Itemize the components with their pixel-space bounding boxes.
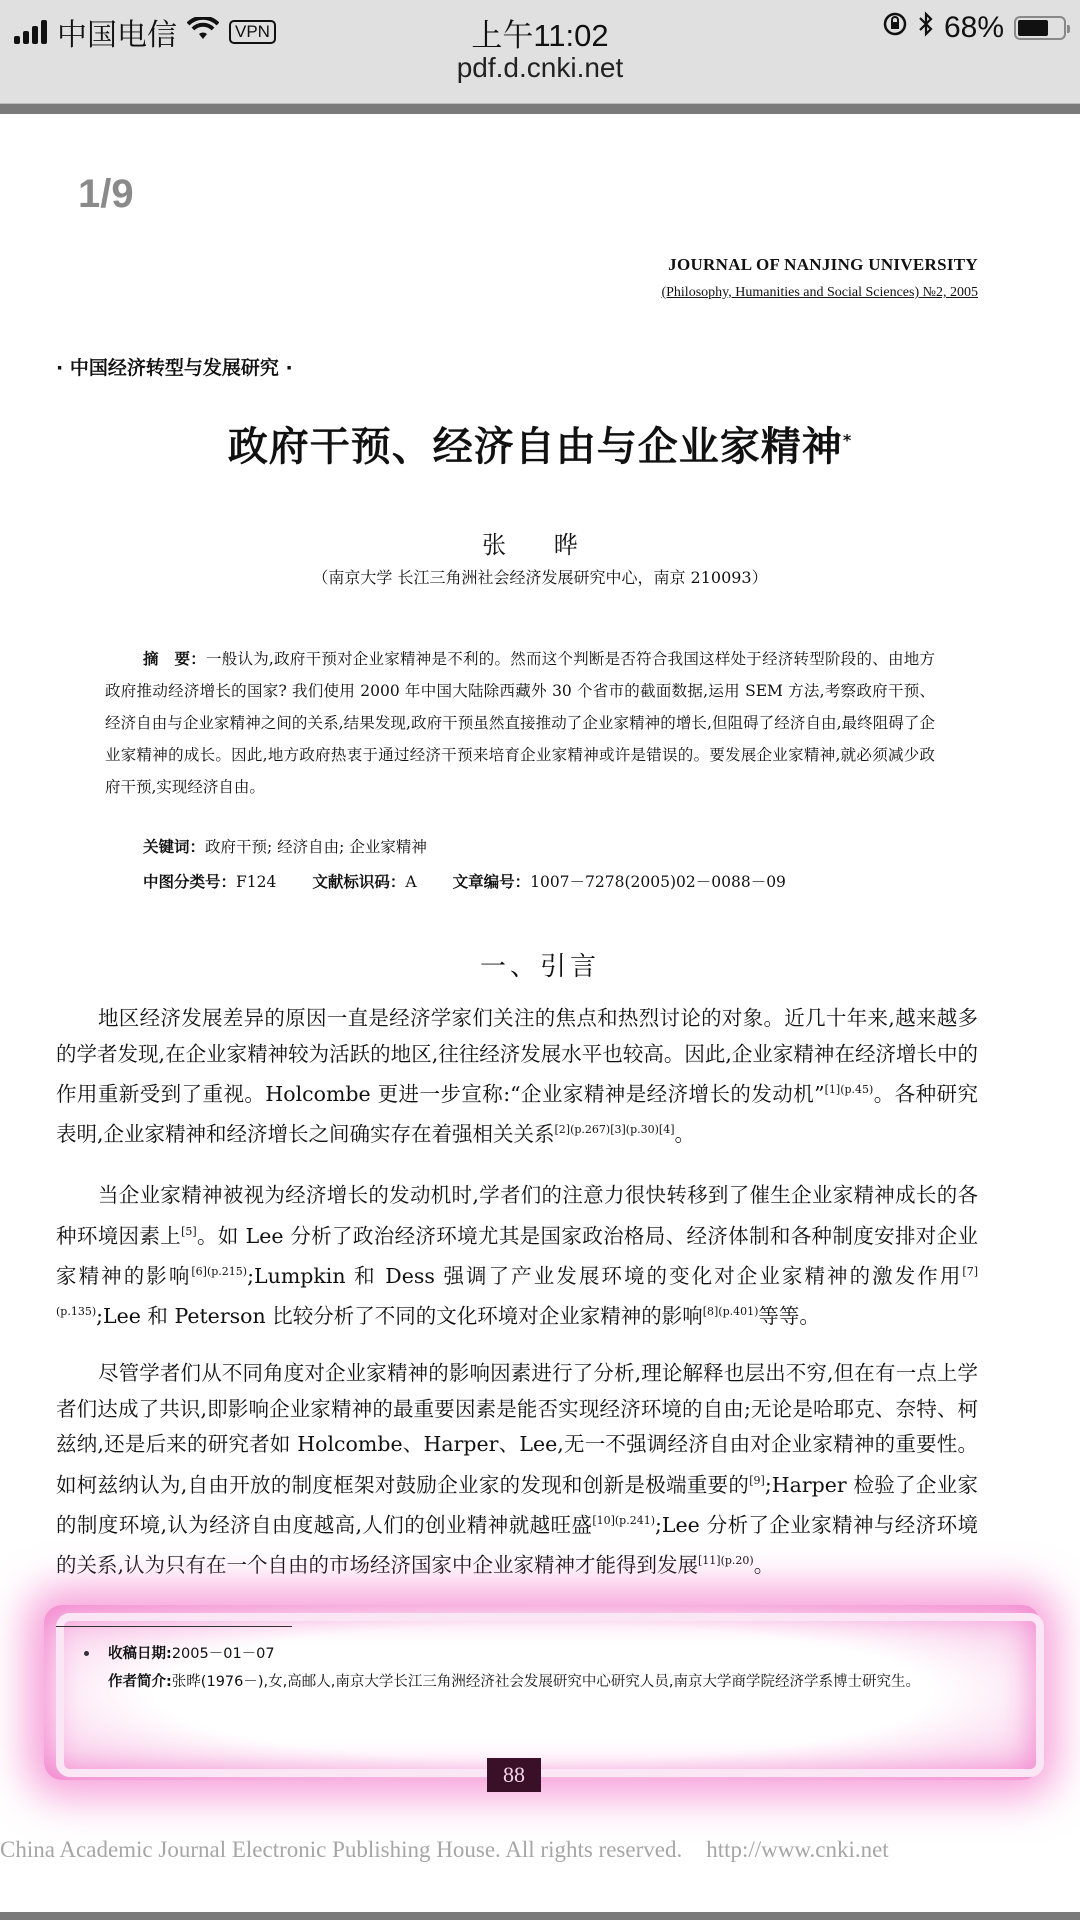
paragraph-text: ;Lee 分析了企业家精神与经济环境的关系,认为只有在一个自由的市场经济国家中企业家精神才能得到发展 <box>56 1512 978 1577</box>
copyright-link[interactable]: http://www.cnki.net <box>706 1837 889 1862</box>
clock: 上午11:02 <box>471 18 609 53</box>
footnote-bullet-icon <box>84 1651 89 1656</box>
paragraph-text: ;Harper 检验了企业家的制度环境,认为经济自由度越高,人们的创业精神就越旺盛 <box>56 1472 978 1537</box>
body-paragraph <box>56 1178 978 1334</box>
received-date: 2005－01－07 <box>171 1646 275 1662</box>
footnote-divider <box>56 1626 292 1627</box>
paragraph-text: ;Lee 和 Peterson 比较分析了不同的文化环境对企业家精神的影响 <box>96 1303 703 1328</box>
received-label: 收稿日期: <box>108 1646 172 1662</box>
section-heading: 一、引言 <box>479 952 600 982</box>
clc-label: 中图分类号： <box>143 873 237 891</box>
keywords <box>143 835 427 857</box>
title-footnote-mark: * <box>842 430 853 450</box>
bluetooth-icon <box>918 10 934 46</box>
footnote-author-bio <box>108 1669 978 1695</box>
pdf-page <box>0 113 1080 1903</box>
vpn-badge: VPN <box>229 20 276 44</box>
article-title <box>0 415 1080 472</box>
document-code <box>312 870 416 892</box>
article-no-value: 1007－7278(2005)02－0088－09 <box>530 873 786 891</box>
body-paragraph <box>56 1356 978 1583</box>
body-paragraph <box>56 1001 978 1153</box>
paragraph-text: 地区经济发展差异的原因一直是经济学家们关注的焦点和热烈讨论的对象。近几十年来,越来越多的学者发现,在企业家精神较为活跃的地区,往往经济发展水平也较高。因此,企业家精神在经济增长中的作用重新受到了重视。Holcombe 更进一步宣称:“企业家精神是经济增长的发动机” <box>56 1006 978 1106</box>
keywords-text: 政府干预; 经济自由; 企业家精神 <box>205 838 427 856</box>
page-indicator: 1/9 <box>78 172 134 216</box>
url-bar[interactable]: pdf.d.cnki.net <box>456 52 624 83</box>
paragraph-text: 。 <box>674 1122 695 1147</box>
citation-ref: [1](p.45) <box>824 1083 874 1096</box>
classification-line <box>143 870 786 892</box>
battery-percent: 68% <box>943 11 1004 44</box>
bottom-divider <box>0 1912 1080 1920</box>
abstract-text: 一般认为,政府干预对企业家精神是不利的。然而这个判断是否符合我国这样处于经济转型阶段的、由地方政府推动经济增长的国家? 我们使用 2000 年中国大陆除西藏外 30 个省市的截面数据,运用 SEM 方法,考察政府干预、经济自由与企业家精神之间的关系,结果发现,政府干预虽然直接推动了企业家精神的增长,但阻碍了经济自由,最终阻碍了企业家精神的成长。因此,地方政府热衷于通过经济干预来培育企业家精神或许是错误的。要发展企业家精神,就必须减少政府干预,实现经济自由。 <box>105 650 935 796</box>
copyright-text: China Academic Journal Electronic Publishing House. All rights reserved. <box>0 1837 683 1862</box>
journal-title: JOURNAL OF NANJING UNIVERSITY <box>668 255 978 274</box>
status-bar <box>0 6 1080 53</box>
article-title-text: 政府干预、经济自由与企业家精神 <box>227 424 843 470</box>
abstract-label: 摘 要： <box>143 650 206 668</box>
article-no-label: 文章编号： <box>452 873 531 891</box>
page-number: 88 <box>487 1758 541 1792</box>
paragraph-text: 尽管学者们从不同角度对企业家精神的影响因素进行了分析,理论解释也层出不穷,但在有一点上学者们达成了共识,即影响企业家精神的最重要因素是能否实现经济环境的自由;无论是哈耶克、奈特、柯兹纳,还是后来的研究者如 Holcombe、Harper、Lee,无一不强调经济自由对企业家精神的重要性。如柯兹纳认为,自由开放的制度框架对鼓励企业家的发现和创新是极端重要的 <box>56 1361 978 1497</box>
keywords-label: 关键词： <box>143 838 206 856</box>
paragraph-text: 等等。 <box>758 1303 820 1328</box>
battery-icon <box>1014 16 1066 40</box>
citation-ref: [2](p.267)[3](p.30)[4] <box>554 1123 675 1137</box>
citation-ref: [5] <box>181 1224 197 1238</box>
citation-ref: [10](p.241) <box>592 1513 656 1527</box>
citation-ref: [6](p.215) <box>191 1264 248 1278</box>
citation-ref: [7](p.135) <box>56 1264 979 1319</box>
citation-ref: [9] <box>749 1473 765 1487</box>
orientation-lock-icon <box>882 11 908 45</box>
bio-label: 作者简介: <box>108 1674 172 1690</box>
doc-code-value: A <box>405 873 417 891</box>
citation-ref: [11](p.20) <box>698 1554 754 1568</box>
column-heading: · 中国经济转型与发展研究 · <box>56 357 293 379</box>
citation-ref: [8](p.401) <box>702 1305 759 1319</box>
copyright-footer <box>0 1837 889 1863</box>
journal-subtitle: (Philosophy, Humanities and Social Sciences) №2, 2005 <box>661 285 978 300</box>
abstract <box>105 643 935 803</box>
bio-text: 张晔(1976－),女,高邮人,南京大学长江三角洲经济社会发展研究中心研究人员,南京大学商学院经济学系博士研究生。 <box>171 1674 920 1690</box>
paragraph-text: 。 <box>753 1552 775 1577</box>
paragraph-text: 当企业家精神被视为经济增长的发动机时,学者们的注意力很快转移到了催生企业家精神成长的各种环境因素上 <box>56 1183 978 1248</box>
browser-chrome <box>0 0 1080 103</box>
paragraph-text: 。如 Lee 分析了政治经济环境尤其是国家政治格局、经济体制和各种制度安排对企业家精神的影响 <box>56 1223 978 1288</box>
article-number <box>453 870 786 892</box>
author-name: 张 晔 <box>482 531 598 559</box>
author-affiliation: （南京大学 长江三角洲社会经济发展研究中心，南京 210093） <box>312 568 768 587</box>
clc-value: F124 <box>236 873 277 891</box>
paragraph-text: ;Lumpkin 和 Dess 强调了产业发展环境的变化对企业家精神的激发作用 <box>247 1263 963 1288</box>
carrier-name: 中国电信 <box>57 19 177 52</box>
annotation-stroke <box>56 1613 1044 1777</box>
footnote-received <box>108 1641 1008 1667</box>
paragraph-text: 。各种研究表明,企业家精神和经济增长之间确实存在着强相关关系 <box>56 1081 978 1147</box>
clc-number <box>143 870 276 892</box>
doc-code-label: 文献标识码： <box>312 873 406 891</box>
